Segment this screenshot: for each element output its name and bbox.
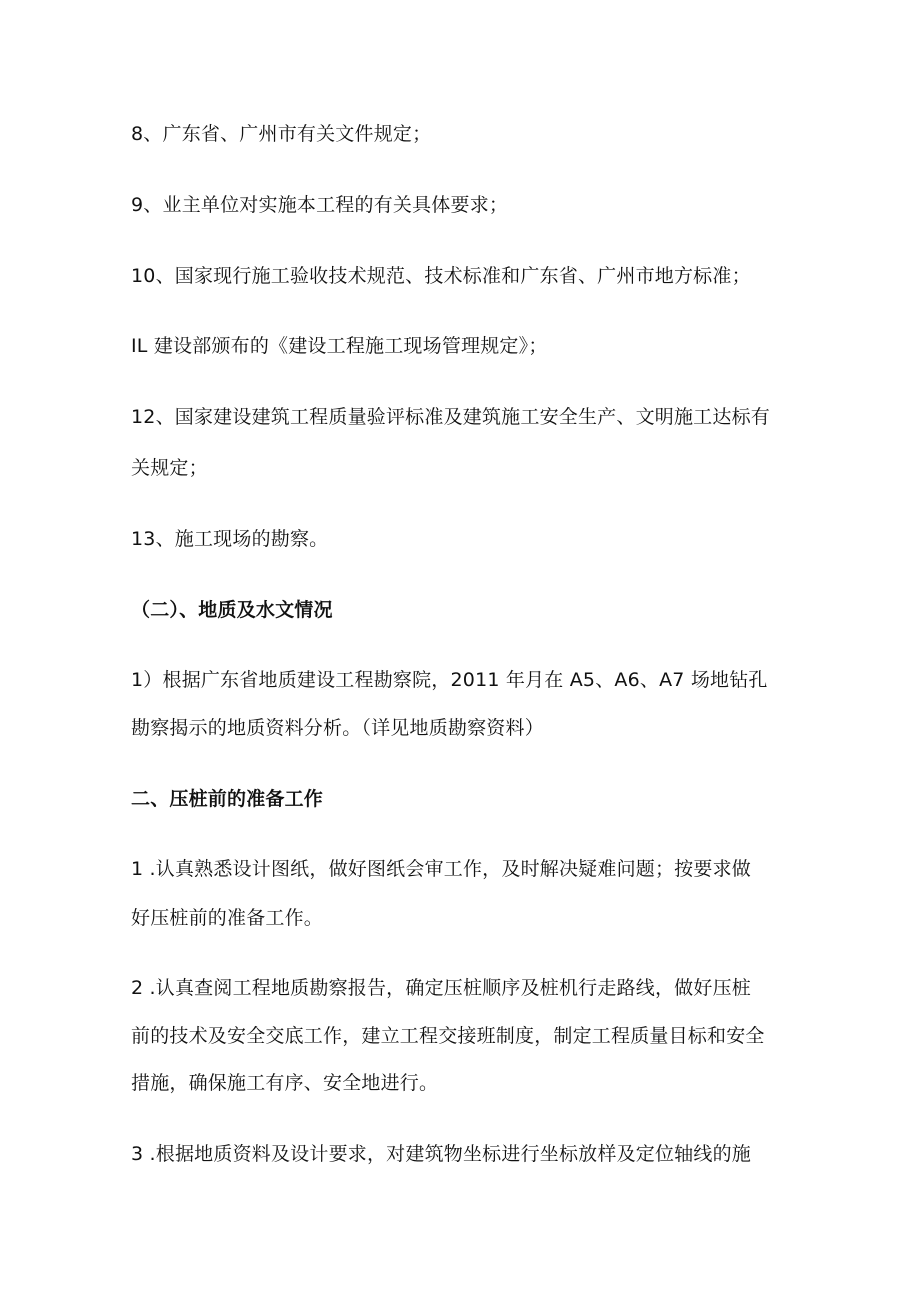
item-8: 8、广东省、广州市有关文件规定； [131, 123, 432, 145]
item-11: IL 建设部颁布的《建设工程施工现场管理规定》； [131, 335, 548, 357]
item-9: 9、业主单位对实施本工程的有关具体要求； [131, 194, 509, 216]
item-12-line-1: 12、国家建设建筑工程质量验评标准及建筑施工安全生产、文明施工达标有 [131, 406, 770, 428]
item-12-line-2: 关规定； [131, 457, 208, 479]
chapter-heading-preparation: 二、压桩前的准备工作 [131, 788, 324, 810]
step-2-line-1: 2 .认真查阅工程地质勘察报告，确定压桩顺序及桩机行走路线，做好压桩 [131, 977, 751, 999]
step-1-line-1: 1 .认真熟悉设计图纸，做好图纸会审工作，及时解决疑难问题；按要求做 [131, 858, 751, 880]
geology-line-2: 勘察揭示的地质资料分析。（详见地质勘察资料） [131, 717, 544, 739]
geology-line-1: 1）根据广东省地质建设工程勘察院，2011 年月在 A5、A6、A7 场地钻孔 [131, 669, 768, 691]
item-10: 10、国家现行施工验收技术规范、技术标准和广东省、广州市地方标准； [131, 265, 751, 287]
item-13: 13、施工现场的勘察。 [131, 528, 329, 550]
section-heading-geology: （二）、地质及水文情况 [131, 599, 333, 621]
step-3-line-1: 3 .根据地质资料及设计要求，对建筑物坐标进行坐标放样及定位轴线的施 [131, 1143, 751, 1165]
step-2-line-2: 前的技术及安全交底工作，建立工程交接班制度，制定工程质量目标和安全 [131, 1025, 765, 1047]
step-1-line-2: 好压桩前的准备工作。 [131, 907, 324, 929]
step-2-line-3: 措施，确保施工有序、安全地进行。 [131, 1072, 439, 1094]
